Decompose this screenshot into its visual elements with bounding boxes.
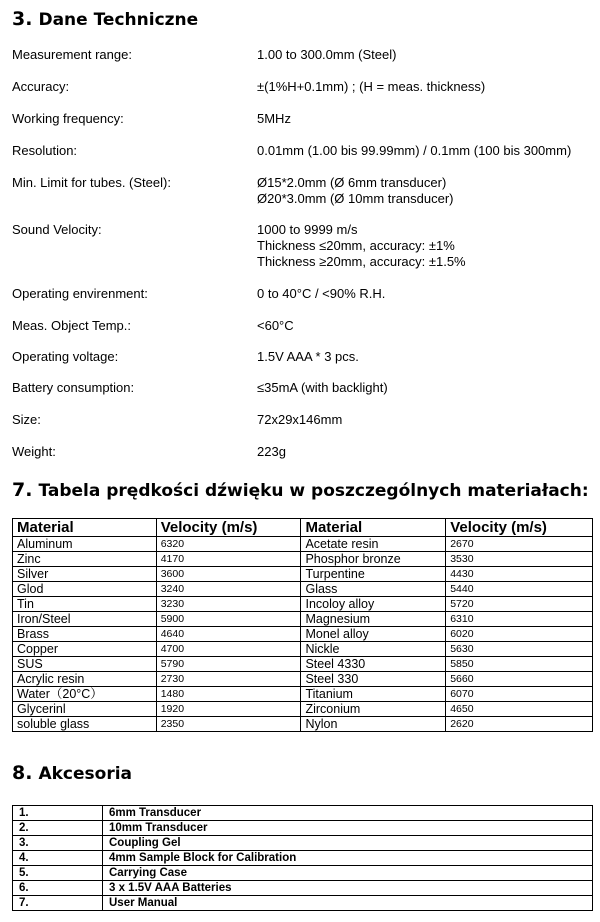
velocity-cell: 4650 [446,702,593,717]
spec-value-line: ≤35mA (with backlight) [257,380,388,395]
material-cell: Glass [301,582,446,597]
table-row [13,866,593,881]
table-row [13,597,593,612]
material-cell: soluble glass [13,717,157,732]
velocity-cell: 5440 [446,582,593,597]
material-cell: Phosphor bronze [301,552,446,567]
velocity-cell: 2670 [446,537,593,552]
spec-value-line: 0.01mm (1.00 bis 99.99mm) / 0.1mm (100 bis 300mm) [257,143,572,158]
accessory-item: 10mm Transducer [103,821,593,836]
spec-value [257,143,571,159]
spec-value-line: <60°C [257,318,294,333]
header-material: Material [13,519,157,537]
velocity-cell: 5660 [446,672,593,687]
spec-label: Operating voltage: [12,349,119,364]
material-cell: Tin [13,597,157,612]
table-row [13,672,593,687]
velocity-cell: 3240 [156,582,301,597]
spec-label: Meas. Object Temp.: [12,318,131,333]
table-row [13,896,593,911]
velocity-cell: 6310 [446,612,593,627]
spec-label: Size: [12,412,41,427]
table-row [13,687,593,702]
material-cell: Silver [13,567,157,582]
accessory-item: 3 x 1.5V AAA Batteries [103,881,593,896]
velocity-cell: 2730 [156,672,301,687]
accessory-item: User Manual [103,896,593,911]
table-row [13,627,593,642]
velocity-table-body [13,537,593,732]
accessory-number: 2. [13,821,103,836]
material-cell: Nylon [301,717,446,732]
material-cell: Acetate resin [301,537,446,552]
spec-value-line: 72x29x146mm [257,412,343,427]
spec-value [257,286,385,302]
spec-value [257,318,294,334]
section-number: 7. [12,479,33,501]
spec-label: Min. Limit for tubes. (Steel): [12,175,171,190]
velocity-cell: 6020 [446,627,593,642]
spec-value-line: Thickness ≥20mm, accuracy: ±1.5% [257,254,466,269]
section-heading-accessories [12,762,132,784]
velocity-table [12,518,593,732]
table-row [13,836,593,851]
material-cell: Brass [13,627,157,642]
spec-value [257,349,359,365]
spec-value [257,47,396,63]
spec-value-line: 1.00 to 300.0mm (Steel) [257,47,397,62]
spec-value-line: Thickness ≤20mm, accuracy: ±1% [257,238,455,253]
material-cell: Water（20°C） [13,687,157,702]
section-title: Dane Techniczne [38,10,199,30]
table-header-row [13,519,593,537]
velocity-cell: 4170 [156,552,301,567]
spec-value [257,380,388,396]
velocity-cell: 4430 [446,567,593,582]
header-velocity: Velocity (m/s) [156,519,301,537]
velocity-cell: 2620 [446,717,593,732]
material-cell: Magnesium [301,612,446,627]
material-cell: Glod [13,582,157,597]
material-cell: Acrylic resin [13,672,157,687]
header-velocity: Velocity (m/s) [446,519,593,537]
spec-label: Operating envirenment: [12,286,148,301]
spec-value [257,79,485,95]
velocity-cell: 1920 [156,702,301,717]
spec-value [257,412,342,428]
spec-value-line: 1.5V AAA * 3 pcs. [257,349,359,364]
section-number: 3. [12,8,33,30]
velocity-cell: 6320 [156,537,301,552]
spec-value-line: Ø15*2.0mm (Ø 6mm transducer) [257,175,447,190]
spec-value-line: 1000 to 9999 m/s [257,222,358,237]
spec-value-line: 223g [257,444,286,459]
spec-label: Sound Velocity: [12,222,102,237]
table-row [13,642,593,657]
velocity-cell: 3600 [156,567,301,582]
table-row [13,567,593,582]
accessory-item: 6mm Transducer [103,806,593,821]
table-row [13,821,593,836]
velocity-cell: 1480 [156,687,301,702]
spec-label: Resolution: [12,143,78,158]
accessory-number: 4. [13,851,103,866]
velocity-cell: 5850 [446,657,593,672]
accessory-number: 5. [13,866,103,881]
velocity-cell: 5720 [446,597,593,612]
velocity-cell: 3230 [156,597,301,612]
material-cell: Glycerinl [13,702,157,717]
material-cell: Zirconium [301,702,446,717]
material-cell: Iron/Steel [13,612,157,627]
table-row [13,806,593,821]
accessory-item: 4mm Sample Block for Calibration [103,851,593,866]
accessory-item: Carrying Case [103,866,593,881]
material-cell: Copper [13,642,157,657]
table-row [13,612,593,627]
spec-label: Battery consumption: [12,380,135,395]
spec-value [257,175,454,207]
accessory-item: Coupling Gel [103,836,593,851]
spec-value-line: 0 to 40°C / <90% R.H. [257,286,386,301]
section-title: Akcesoria [38,764,133,784]
material-cell: Aluminum [13,537,157,552]
velocity-cell: 4640 [156,627,301,642]
section-heading-velocity [12,479,589,501]
table-row [13,537,593,552]
table-row [13,881,593,896]
velocity-cell: 2350 [156,717,301,732]
material-cell: Zinc [13,552,157,567]
velocity-cell: 6070 [446,687,593,702]
spec-value-line: 5MHz [257,111,291,126]
material-cell: Titanium [301,687,446,702]
material-cell: Monel alloy [301,627,446,642]
spec-label: Working frequency: [12,111,124,126]
table-row [13,702,593,717]
spec-value-line: ±(1%H+0.1mm) ; (H = meas. thickness) [257,79,486,94]
material-cell: Incoloy alloy [301,597,446,612]
material-cell: Nickle [301,642,446,657]
accessory-number: 1. [13,806,103,821]
spec-value-line: Ø20*3.0mm (Ø 10mm transducer) [257,191,454,206]
velocity-cell: 5630 [446,642,593,657]
spec-label: Weight: [12,444,56,459]
velocity-cell: 3530 [446,552,593,567]
accessory-number: 6. [13,881,103,896]
material-cell: Steel 4330 [301,657,446,672]
velocity-cell: 5900 [156,612,301,627]
section-heading-specs [12,8,198,30]
accessory-number: 3. [13,836,103,851]
accessories-table-body [13,806,593,911]
velocity-cell: 4700 [156,642,301,657]
spec-label: Accuracy: [12,79,70,94]
table-row [13,657,593,672]
table-row [13,851,593,866]
section-title: Tabela prędkości dźwięku w poszczególnych materiałach: [38,481,589,501]
accessories-table [12,805,593,911]
section-number: 8. [12,762,33,784]
spec-label: Measurement range: [12,47,132,62]
table-row [13,717,593,732]
header-material: Material [301,519,446,537]
spec-value [257,444,286,460]
accessory-number: 7. [13,896,103,911]
spec-value [257,111,291,127]
spec-value [257,222,466,270]
velocity-cell: 5790 [156,657,301,672]
material-cell: Steel 330 [301,672,446,687]
table-row [13,552,593,567]
material-cell: SUS [13,657,157,672]
table-row [13,582,593,597]
material-cell: Turpentine [301,567,446,582]
